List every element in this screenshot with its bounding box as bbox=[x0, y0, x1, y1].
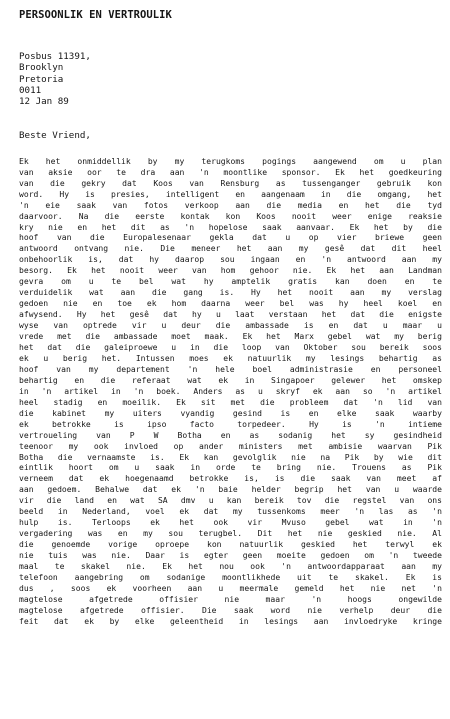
body-line: in 'n artikel in 'n boek. Anders as u skryf ek aan so 'n artikel bbox=[19, 386, 442, 396]
body-line: hulp is. Terloops ek het ook vir Mvuso gebel wat in 'n bbox=[19, 518, 442, 528]
body-line: onbehoorlik is, dat hy daarop sou ingaan en 'n antwoord aan my bbox=[19, 255, 442, 265]
body-line: wyse van optrede vir u deur die ambassade is en dat u maar u bbox=[19, 321, 442, 331]
body-line: aan gedoem. Behalwe dat ek 'n baie helder begrip het van u waarde bbox=[19, 485, 442, 495]
body-line: 'n eie saak van fotos verkoop aan die media en het die tyd bbox=[19, 200, 442, 210]
body-line: Botha die vernaamste is. Ek kan gevolglik nie na Pik by wie dit bbox=[19, 452, 442, 462]
letter-heading: PERSOONLIK EN VERTROULIK bbox=[19, 9, 172, 21]
letter-date: 12 Jan 89 bbox=[19, 96, 69, 108]
body-line: kry nie en het dit as 'n hopelose saak aanvaar. Ek het by die bbox=[19, 222, 442, 232]
body-line: gedoen nie en toe ek hom daarna weer bel was hy heel koel en bbox=[19, 299, 442, 309]
body-line: eintlik hoort om u saak in orde te bring nie. Trouens as Pik bbox=[19, 463, 442, 473]
body-line: nie tuis was nie. Daar is egter geen moeite gedoen om 'n tweede bbox=[19, 551, 442, 561]
body-line: magtelose afgetrede offisier. Die saak word nie verhelp deur die bbox=[19, 605, 442, 615]
address-line: Pretoria bbox=[19, 73, 64, 85]
body-line: telefoon aangebring om sodanige moontlikhede uit te skakel. Ek is bbox=[19, 573, 442, 582]
body-line: verduidelik wat aan die gang is. Hy het nooit aan my verslag bbox=[19, 288, 442, 298]
body-line: heel stadig en moeilik. Ek sit met die probleem dat 'n lid van bbox=[19, 397, 442, 407]
body-line: vir die land en wat SA dmv u kan bereik tov die regstel van ons bbox=[19, 496, 442, 506]
body-line: het dat die galeiproewe u in die loop van Oktober sou bereik soos bbox=[19, 342, 442, 352]
body-line: van die gekry dat Koos van Rensburg as tussenganger gebruik kon bbox=[19, 178, 442, 188]
body-line: ek u berig het. Intussen moes ek natuurlik my lesings behartig as bbox=[19, 353, 442, 363]
body-line: feit dat ek by elke geleentheid in lesings aan invloedryke kringe bbox=[19, 616, 442, 626]
sender-address bbox=[19, 51, 442, 107]
address-line: Brooklyn bbox=[19, 62, 64, 74]
body-line: Ek het onmiddellik by my terugkoms pogings aangewend om u plan bbox=[19, 156, 442, 166]
body-line: vergadering was en my sou terugbel. Dit het nie geskied nie. Al bbox=[19, 529, 442, 539]
body-line: die kabinet my uiters vyandig gesind is en elke saak waarby bbox=[19, 408, 442, 418]
body-line: dus , soos ek voorheen aan u meermale gemeld het nie net 'n bbox=[19, 583, 442, 593]
salutation: Beste Vriend, bbox=[19, 130, 91, 142]
body-line: vertroueling van P W Botha en as sodanig het sy gesindheid bbox=[19, 430, 442, 440]
body-line: verneem dat ek hoegenaamd betrokke is, is die saak van meet af bbox=[19, 474, 442, 484]
body-line: gevra om u te bel wat hy amptelik gratis kan doen en te bbox=[19, 277, 442, 287]
body-line: ek betrokke is ipso facto torpedeer. Hy is 'n intieme bbox=[19, 419, 442, 429]
body-line: afwysend. Hy het gesê dat hy u laat verstaan het dat die enigste bbox=[19, 310, 442, 320]
body-line: hoof van die Europalesenaar gekla dat u op vier briewe geen bbox=[19, 233, 442, 243]
body-line: maal te skakel nie. Ek het nou ook 'n antwoordapparaat aan my bbox=[19, 562, 442, 572]
body-line: van aksie oor te dra aan 'n moontlike sponsor. Ek het goedkeuring bbox=[19, 167, 442, 177]
body-line: daarvoor. Na die eerste kontak kon Koos nooit weer enige reaksie bbox=[19, 211, 442, 221]
address-line: 0011 bbox=[19, 84, 42, 96]
body-line: teenoor my ook invloed op ander ministers met ambisie waarvan Pik bbox=[19, 441, 442, 451]
body-line: magtelose afgetrede offisier nie maar 'n hoogs ongewilde bbox=[19, 594, 442, 604]
body-line: word. Hy is presies, intelligent en aangenaam in die omgang, het bbox=[19, 189, 442, 199]
body-line: beeld in Nederland, voel ek dat my tussenkoms meer 'n las as 'n bbox=[19, 507, 442, 517]
body-line: vrede met die ambassade moet maak. Ek het Marx gebel wat my berig bbox=[19, 332, 442, 342]
letter-body bbox=[19, 157, 442, 628]
address-line: Posbus 11391, bbox=[19, 51, 91, 62]
body-line: besorg. Ek het nooit weer van hom gehoor nie. Ek het aan Landman bbox=[19, 266, 442, 276]
body-line: hoof van my departement 'n hele boel administrasie en personeel bbox=[19, 364, 442, 374]
body-line: behartig en die referaat wat ek in Singapoer gelewer het omskep bbox=[19, 375, 442, 385]
body-line: antwoord ontvang nie. Die meneer het aan my gesê dat dit heel bbox=[19, 244, 442, 254]
body-line: die genoemde vorige oproepe kon natuurlik geskied het terwyl ek bbox=[19, 540, 442, 550]
